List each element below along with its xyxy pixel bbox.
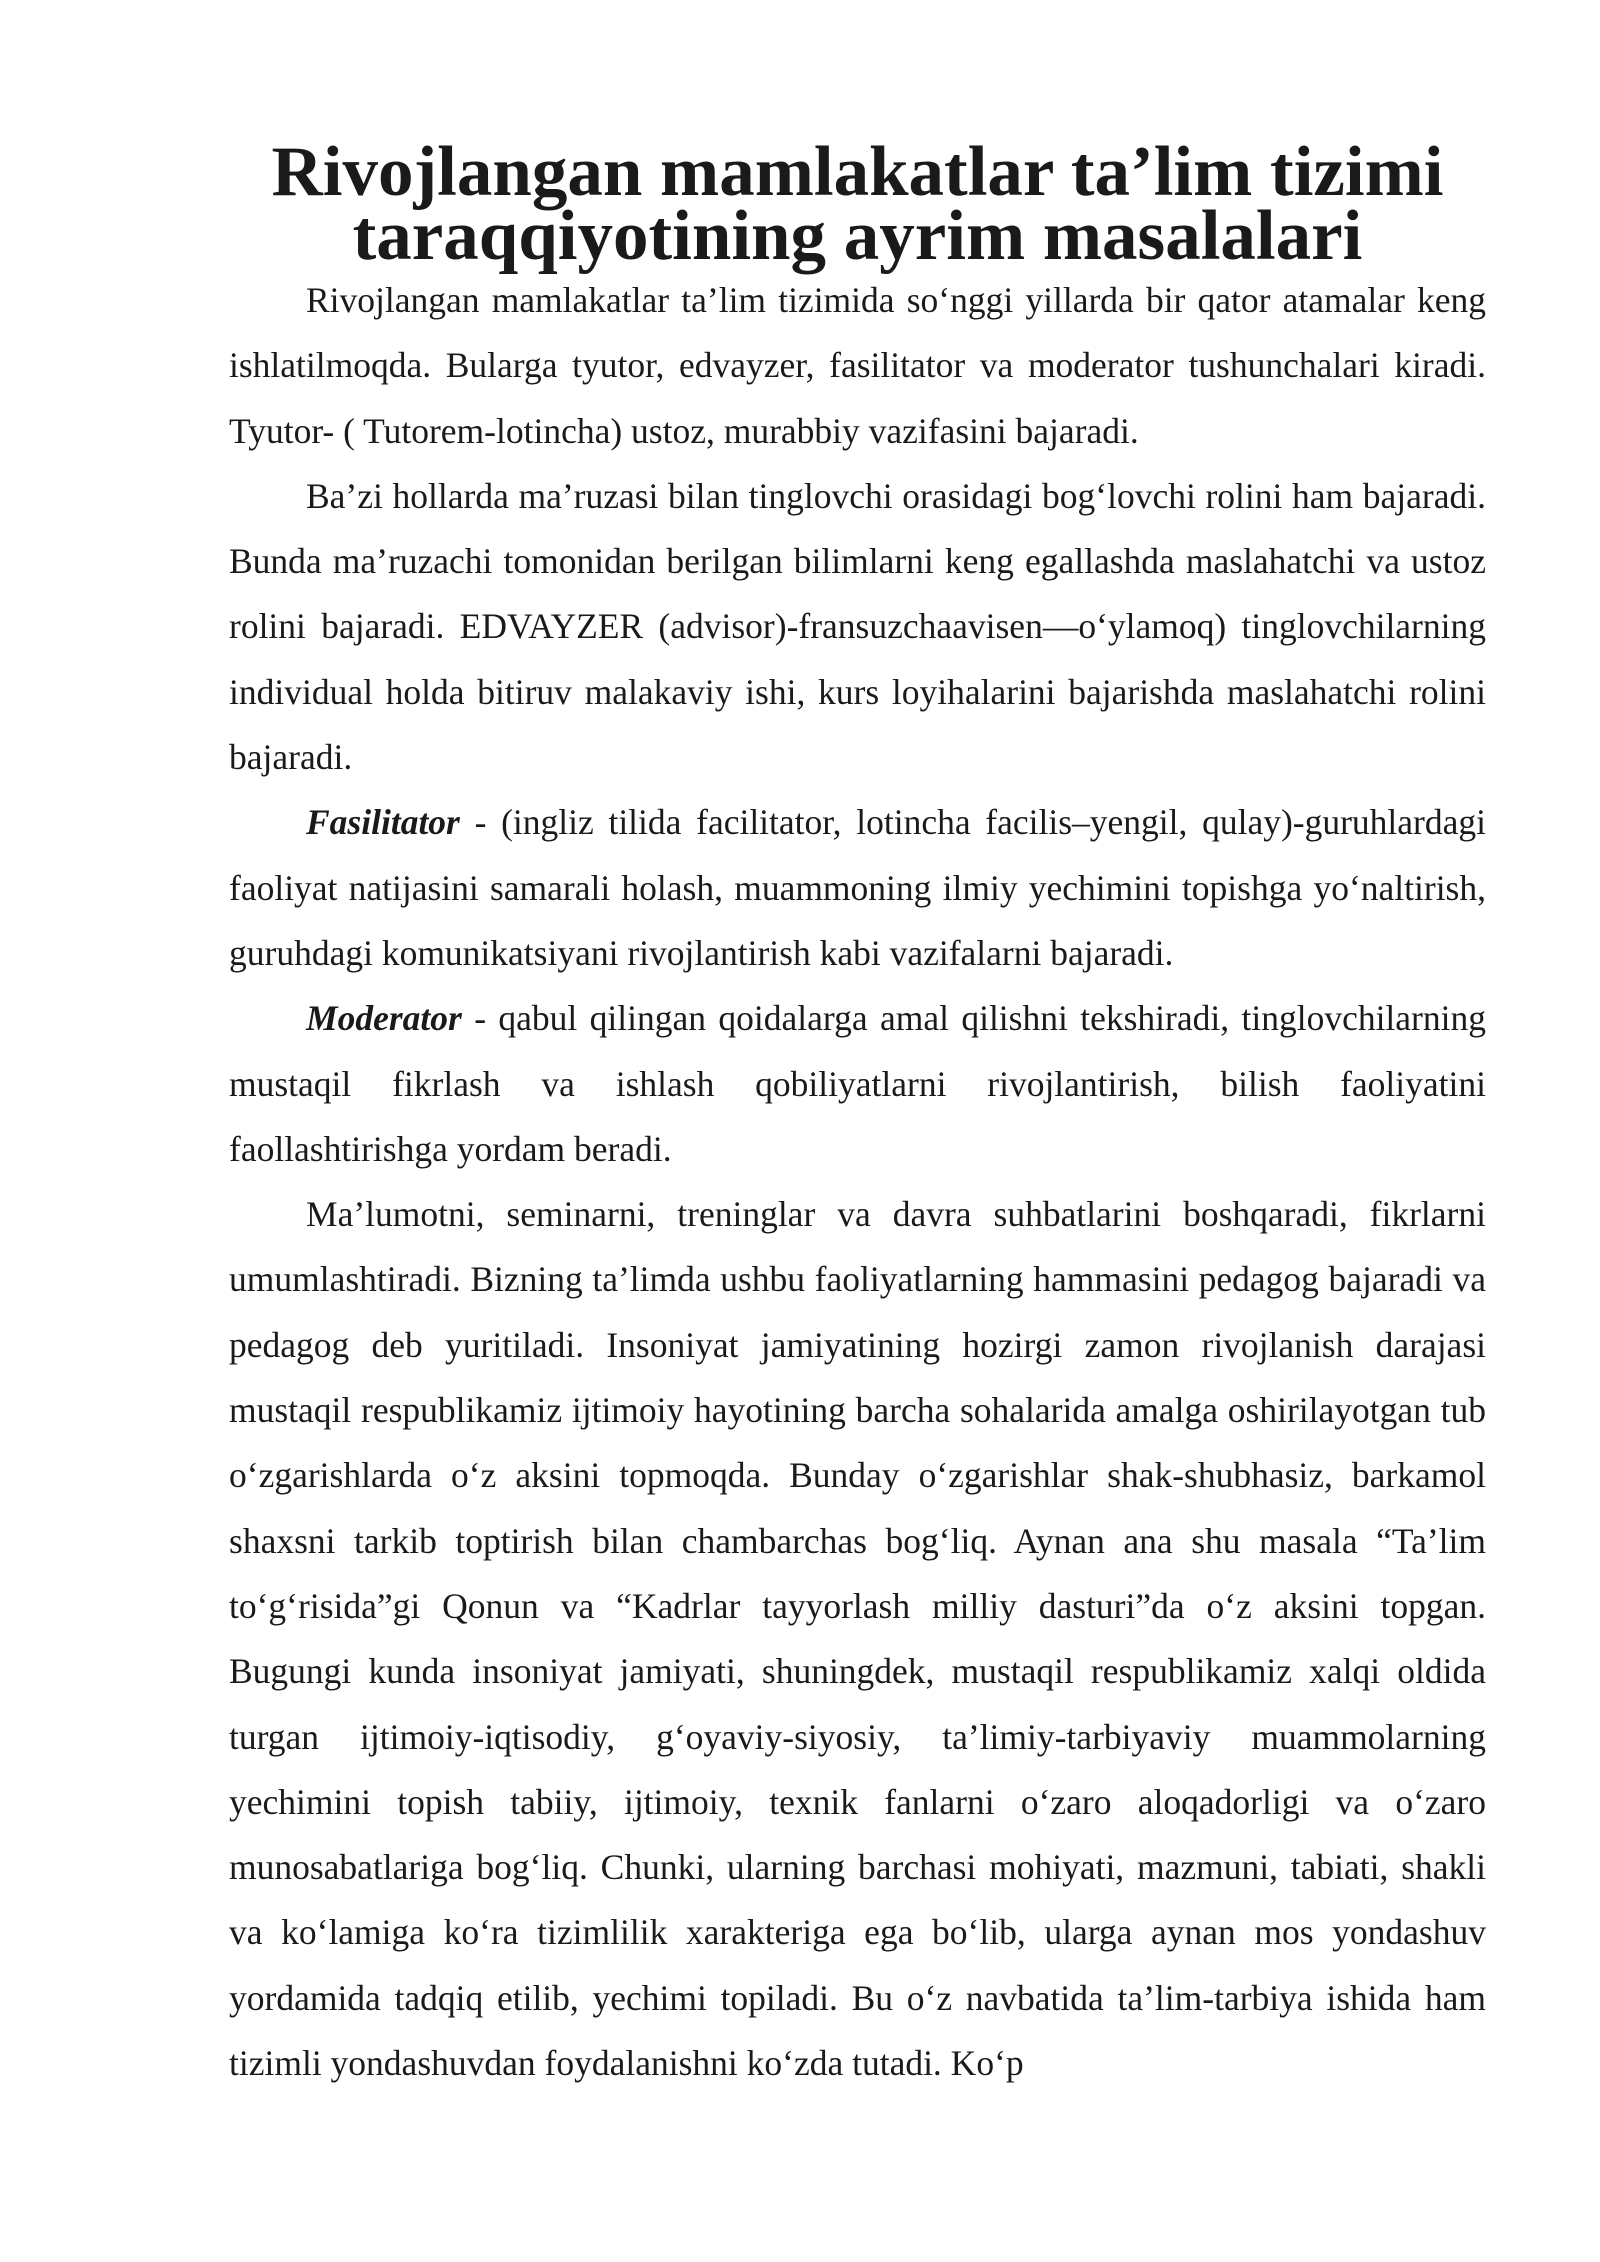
paragraph-text: Ma’lumotni, seminarni, treninglar va davra suhbatlarini boshqaradi, fikrlarni umumlashtiradi. Bizning ta’limda ushbu faoliyatlarning hammasini pedagog bajaradi va pedagog deb yuritiladi. Insoniyat jamiyatining hozirgi zamon rivojlanish darajasi mustaqil respublikamiz ijtimoiy hayotining barcha sohalarida amalga oshirilayotgan tub o‘zgarishlarda o‘z aksini topmoqda. Bunday o‘zgarishlar shak-shubhasiz, barkamol shaxsni tarkib toptirish bilan chambarchas bog‘liq. Aynan ana shu masala “Ta’lim to‘g‘risida”gi Qonun va “Kadrlar tayyorlash milliy dasturi”da o‘z aksini topgan. Bugungi kunda insoniyat jamiyati, shuningdek, mustaqil respublikamiz xalqi oldida turgan ijtimoiy-iqtisodiy, g‘oyaviy-siyosiy, ta’limiy-tarbiyaviy muammolarning yechimini topish tabiiy, ijtimoiy, texnik fanlarni o‘zaro aloqadorligi va o‘zaro munosabatlariga bog‘liq. Chunki, ularning barchasi mohiyati, mazmuni, tabiati, shakli va ko‘lamiga ko‘ra tizimlilik xarakteriga ega bo‘lib, ularga aynan mos yondashuv yordamida tadqiq etilib, yechimi topiladi. Bu o‘z navbatida ta’lim-tarbiya ishida ham tizimli yondashuvdan foydalanishni ko‘zda tutadi. Ko‘p xyxy=(229,1194,1486,2084)
term-moderator: Moderator xyxy=(306,998,462,1039)
paragraph-moderator xyxy=(229,986,1486,1182)
paragraph-advisor xyxy=(229,464,1486,790)
paragraph-text: Ba’zi hollarda ma’ruzasi bilan tinglovchi orasidagi bog‘lovchi rolini ham bajaradi. Bunda ma’ruzachi tomonidan berilgan bilimlarni keng egallashda maslahatchi va ustoz rolini bajaradi. EDVAYZER (advisor)-fransuzchaavisen—o‘ylamoq) tinglovchilarning individual holda bitiruv malakaviy ishi, kurs loyihalarini bajarishda maslahatchi rolini bajaradi. xyxy=(229,475,1486,778)
paragraph-text: Rivojlangan mamlakatlar ta’lim tizimida so‘nggi yillarda bir qator atamalar keng ishlatilmoqda. Bularga tyutor, edvayzer, fasilitator va moderator tushunchalari kiradi. Tyutor- ( Tutorem-lotincha) ustoz, murabbiy vazifasini bajaradi. xyxy=(229,280,1486,451)
paragraph-main xyxy=(229,1182,1486,2096)
paragraph-facilitator xyxy=(229,790,1486,986)
term-facilitator: Fasilitator xyxy=(306,802,460,843)
paragraph-text: - qabul qilingan qoidalarga amal qilishni tekshiradi, tinglovchilarning mustaqil fikrlash va ishlash qobiliyatlarni rivojlantirish, bilish faoliyatini faollashtirishga yordam beradi. xyxy=(229,998,1486,1169)
document-page xyxy=(229,133,1486,2096)
paragraph-intro xyxy=(229,268,1486,464)
paragraph-text: - (ingliz tilida facilitator, lotincha facilis–yengil, qulay)-guruhlardagi faoliyat natijasini samarali holash, muammoning ilmiy yechimini topishga yo‘naltirish, guruhdagi komunikatsiyani rivojlantirish kabi vazifalarni bajaradi. xyxy=(229,802,1486,973)
document-title: Rivojlangan mamlakatlar ta’lim tizimi taraqqiyotining ayrim masalalari xyxy=(271,133,1444,275)
